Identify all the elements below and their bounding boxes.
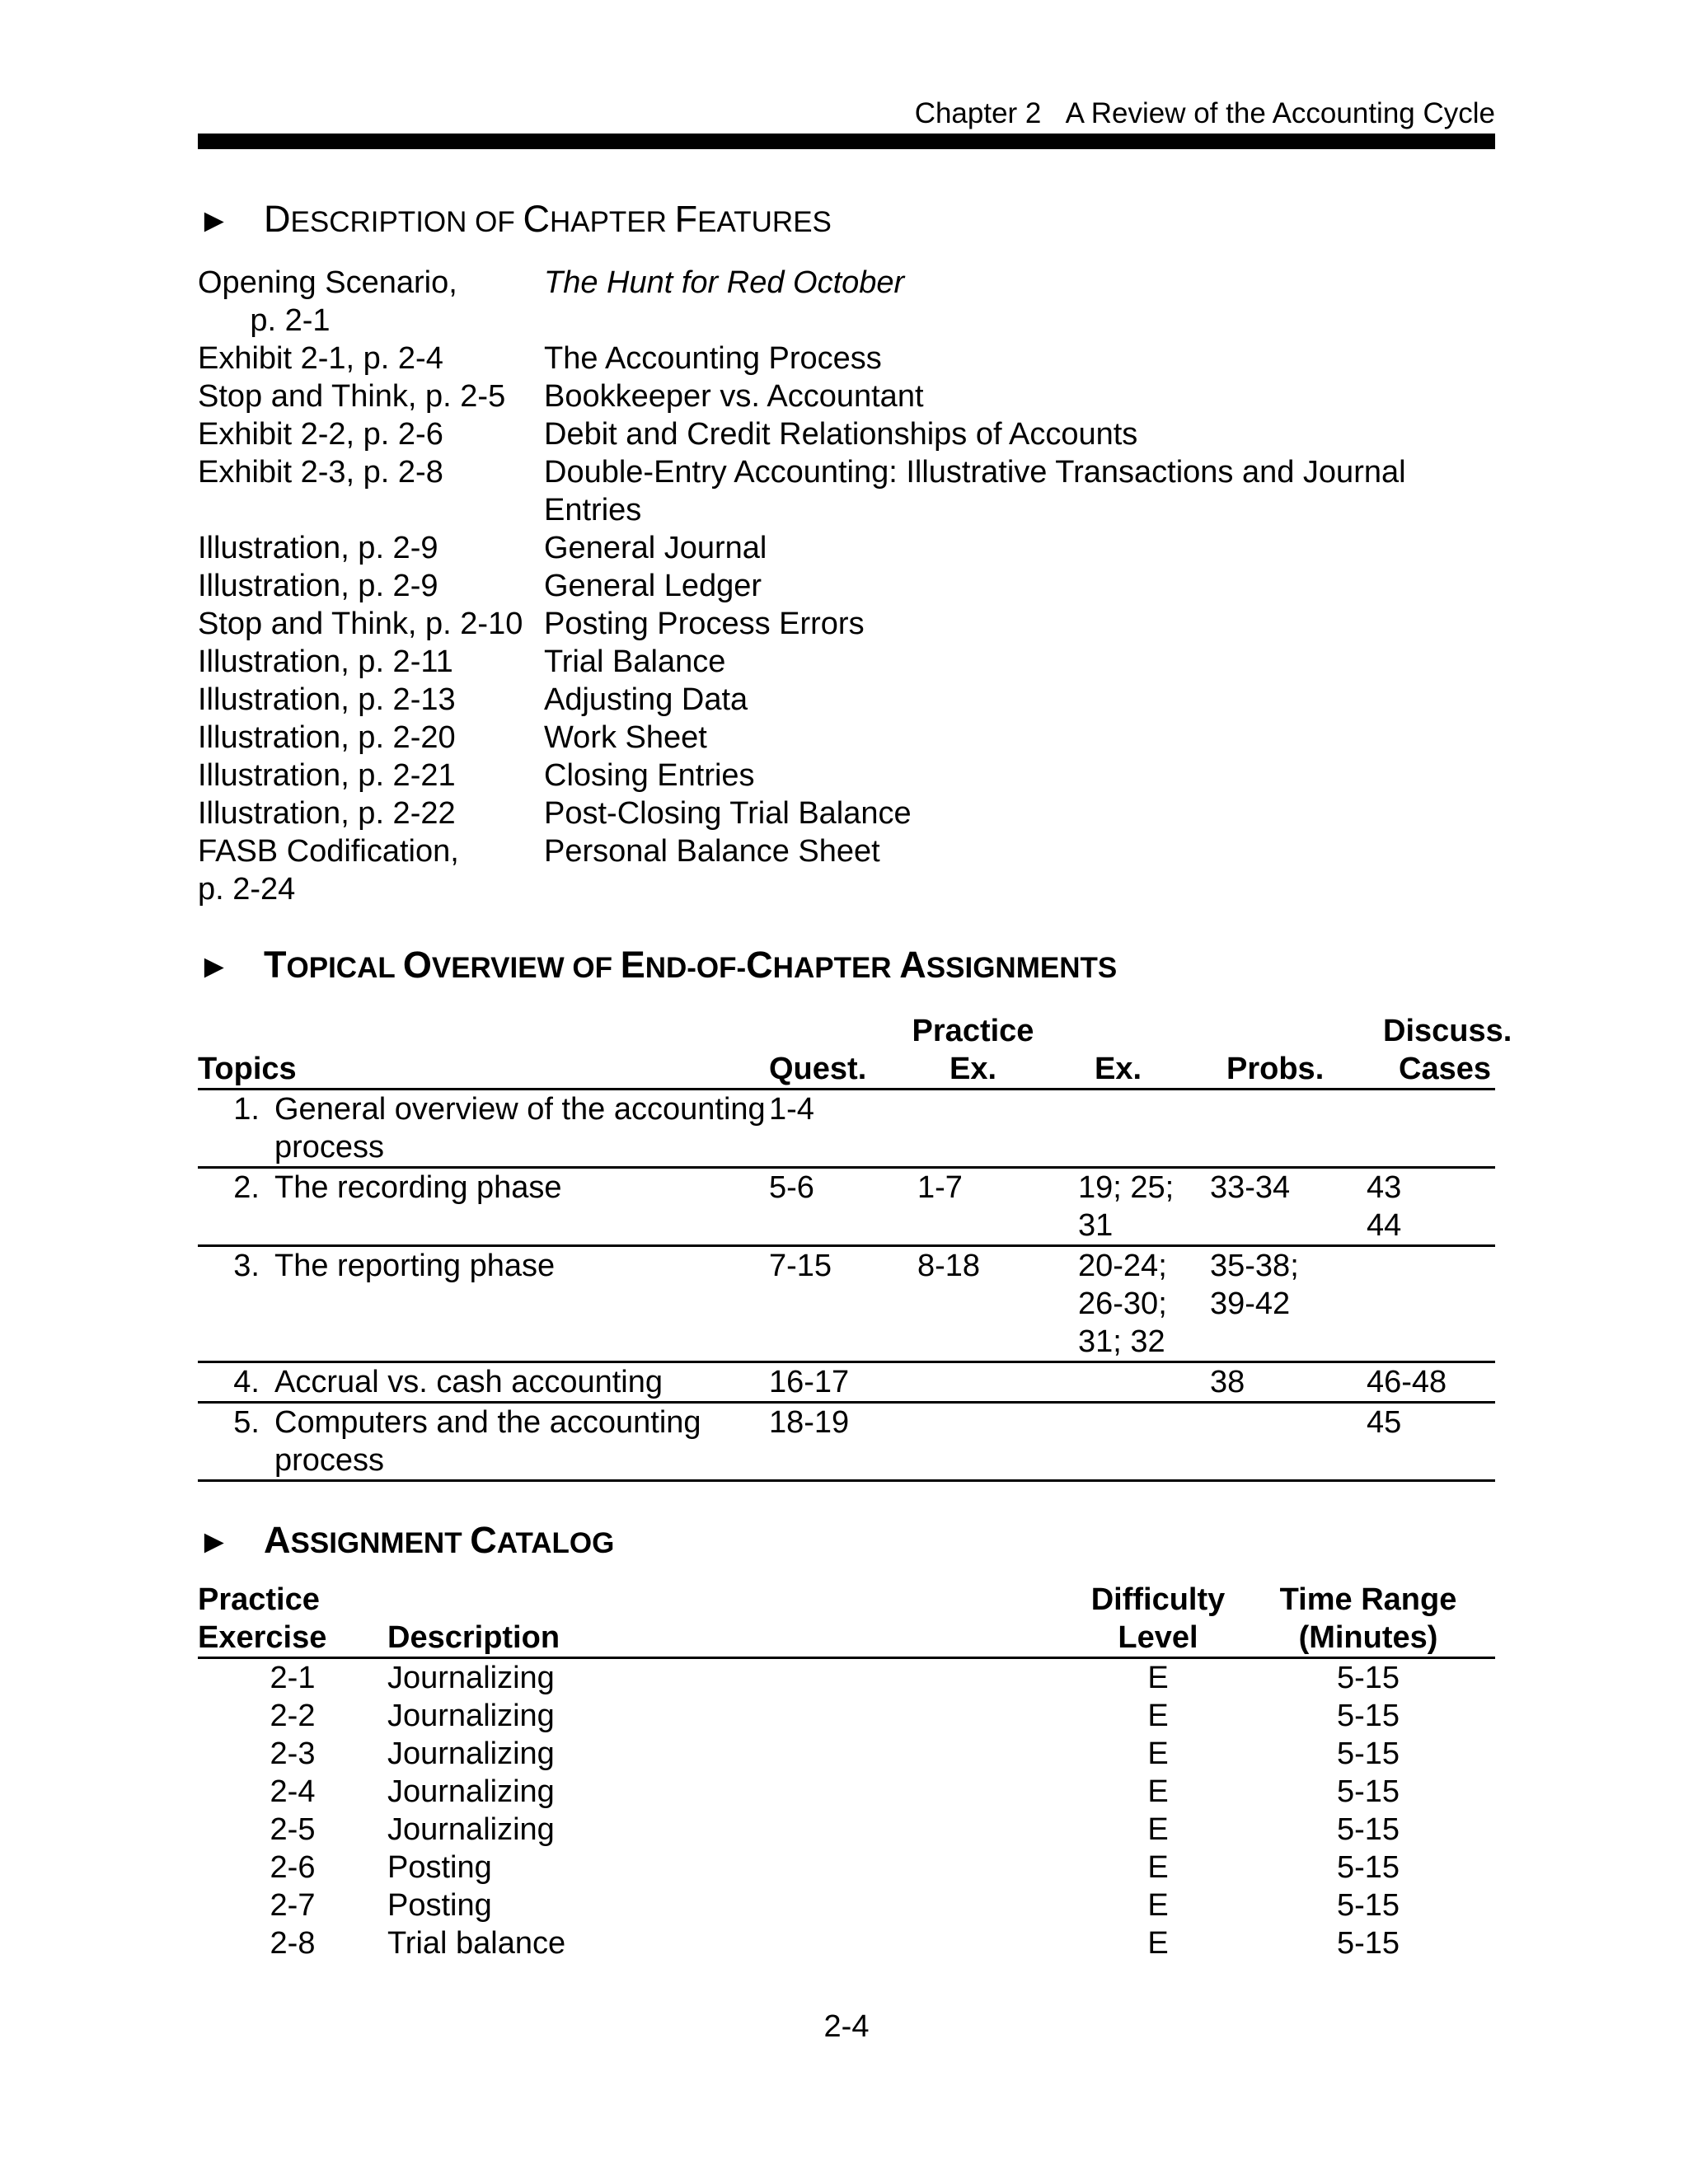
table-header bbox=[198, 1012, 1512, 1090]
feature-description: Personal Balance Sheet bbox=[544, 834, 880, 869]
col-topics: Topics bbox=[198, 1052, 297, 1086]
topic-number: 3. bbox=[233, 1249, 260, 1283]
heading-text: DESCRIPTION OF CHAPTER FEATURES bbox=[264, 198, 832, 240]
section-heading-features bbox=[198, 198, 832, 241]
feature-reference: Stop and Think, p. 2-10 bbox=[198, 607, 523, 641]
problems bbox=[1210, 1090, 1367, 1166]
table-row bbox=[198, 1849, 1495, 1886]
feature-description: The Hunt for Red October bbox=[544, 265, 905, 300]
topic-number: 2. bbox=[233, 1170, 260, 1205]
chapter-label: Chapter 2 bbox=[914, 97, 1042, 129]
discussion-cases bbox=[1367, 1090, 1490, 1166]
difficulty-level: E bbox=[1147, 1774, 1169, 1809]
discussion-cases: 46-48 bbox=[1367, 1365, 1447, 1399]
time-range: 5-15 bbox=[1336, 1850, 1400, 1885]
col-minutes: (Minutes) bbox=[1298, 1620, 1438, 1655]
questions: 5-6 bbox=[769, 1170, 814, 1205]
practice-exercises bbox=[917, 1404, 1078, 1479]
exercise-description: Journalizing bbox=[387, 1812, 555, 1847]
table-row bbox=[198, 1924, 1495, 1962]
feature-description: Work Sheet bbox=[544, 720, 707, 755]
difficulty-level: E bbox=[1147, 1661, 1169, 1695]
topic-name: Accrual vs. cash accounting bbox=[274, 1365, 663, 1399]
table-row bbox=[198, 1773, 1495, 1811]
practice-exercises: 8-18 bbox=[917, 1249, 981, 1283]
exercise-description: Trial balance bbox=[387, 1926, 566, 1961]
feature-reference: Exhibit 2-1, p. 2-4 bbox=[198, 341, 443, 376]
feature-description: Closing Entries bbox=[544, 758, 755, 793]
header-rule bbox=[198, 134, 1495, 149]
exercise-number: 2-7 bbox=[270, 1888, 316, 1923]
feature-reference: Illustration, p. 2-11 bbox=[198, 644, 453, 679]
practice-exercises: 1-7 bbox=[917, 1170, 963, 1205]
table-header bbox=[198, 1581, 1495, 1659]
questions: 18-19 bbox=[769, 1405, 850, 1440]
feature-row bbox=[198, 340, 1492, 377]
table-row bbox=[198, 1247, 1495, 1363]
exercise-number: 2-5 bbox=[270, 1812, 316, 1847]
feature-row bbox=[198, 529, 1492, 567]
exercise-description: Posting bbox=[387, 1850, 492, 1885]
feature-reference: Illustration, p. 2-9 bbox=[198, 531, 438, 565]
feature-reference: Opening Scenario, p. 2-1 bbox=[198, 265, 457, 338]
feature-row bbox=[198, 681, 1492, 719]
problems: 38 bbox=[1210, 1365, 1245, 1399]
col-discuss-top: Discuss. bbox=[1383, 1014, 1512, 1048]
feature-description: The Accounting Process bbox=[544, 341, 882, 376]
feature-row bbox=[198, 605, 1492, 643]
exercises: 19; 25; 31 bbox=[1078, 1170, 1175, 1243]
questions: 16-17 bbox=[769, 1365, 850, 1399]
col-discuss-bottom: Cases bbox=[1399, 1052, 1491, 1086]
table-row bbox=[198, 1697, 1495, 1735]
table-row bbox=[198, 1886, 1495, 1924]
time-range: 5-15 bbox=[1336, 1699, 1400, 1733]
table-row bbox=[198, 1169, 1495, 1247]
time-range: 5-15 bbox=[1336, 1926, 1400, 1961]
feature-row bbox=[198, 453, 1492, 529]
topical-overview-table bbox=[198, 1012, 1512, 1482]
exercise-description: Posting bbox=[387, 1888, 492, 1923]
difficulty-level: E bbox=[1147, 1850, 1169, 1885]
topic-number: 4. bbox=[233, 1365, 260, 1399]
table-row bbox=[198, 1735, 1495, 1773]
time-range: 5-15 bbox=[1336, 1774, 1400, 1809]
discussion-cases bbox=[1367, 1247, 1490, 1361]
pointer-arrow-icon: ► bbox=[198, 949, 231, 985]
feature-description: General Ledger bbox=[544, 569, 762, 603]
exercises: 20-24; 26-30; 31; 32 bbox=[1078, 1249, 1167, 1359]
heading-text: TOPICAL OVERVIEW OF END-OF-CHAPTER ASSIGNMENTS bbox=[264, 944, 1118, 986]
feature-reference: Illustration, p. 2-9 bbox=[198, 569, 438, 603]
feature-row bbox=[198, 643, 1492, 681]
feature-row bbox=[198, 794, 1492, 832]
heading-text: ASSIGNMENT CATALOG bbox=[264, 1519, 615, 1561]
feature-description: Bookkeeper vs. Accountant bbox=[544, 379, 924, 414]
col-time-range: Time Range bbox=[1279, 1582, 1457, 1617]
exercise-number: 2-3 bbox=[270, 1736, 316, 1771]
feature-row bbox=[198, 757, 1492, 794]
feature-reference: Illustration, p. 2-22 bbox=[198, 796, 456, 831]
running-header bbox=[915, 97, 1495, 130]
exercise-description: Journalizing bbox=[387, 1774, 555, 1809]
section-heading-catalog bbox=[198, 1519, 614, 1562]
topic-name: Computers and the accounting process bbox=[274, 1405, 701, 1478]
topic-name: The recording phase bbox=[274, 1170, 562, 1205]
feature-description: Trial Balance bbox=[544, 644, 726, 679]
discussion-cases: 43 44 bbox=[1367, 1170, 1402, 1243]
questions: 1-4 bbox=[769, 1092, 814, 1127]
feature-description: Adjusting Data bbox=[544, 682, 748, 717]
difficulty-level: E bbox=[1147, 1736, 1169, 1771]
feature-reference: Exhibit 2-3, p. 2-8 bbox=[198, 455, 443, 490]
feature-row bbox=[198, 377, 1492, 415]
feature-reference: Illustration, p. 2-21 bbox=[198, 758, 456, 793]
feature-row bbox=[198, 719, 1492, 757]
exercise-number: 2-4 bbox=[270, 1774, 316, 1809]
topic-number: 5. bbox=[233, 1405, 260, 1440]
practice-exercises bbox=[917, 1363, 1078, 1401]
page-number: 2-4 bbox=[823, 2009, 870, 2044]
time-range: 5-15 bbox=[1336, 1812, 1400, 1847]
practice-exercises bbox=[917, 1090, 1078, 1166]
table-row bbox=[198, 1404, 1495, 1482]
exercise-number: 2-2 bbox=[270, 1699, 316, 1733]
time-range: 5-15 bbox=[1336, 1736, 1400, 1771]
col-exercise: Exercise bbox=[198, 1620, 327, 1655]
feature-reference: Illustration, p. 2-20 bbox=[198, 720, 456, 755]
time-range: 5-15 bbox=[1336, 1661, 1400, 1695]
section-heading-topical bbox=[198, 944, 1117, 987]
col-quest: Quest. bbox=[769, 1052, 867, 1086]
exercises bbox=[1078, 1404, 1210, 1479]
exercise-description: Journalizing bbox=[387, 1736, 555, 1771]
topic-number: 1. bbox=[233, 1092, 260, 1127]
difficulty-level: E bbox=[1147, 1812, 1169, 1847]
feature-description: Debit and Credit Relationships of Accounts bbox=[544, 417, 1138, 452]
exercises bbox=[1078, 1090, 1210, 1166]
problems: 33-34 bbox=[1210, 1170, 1291, 1205]
time-range: 5-15 bbox=[1336, 1888, 1400, 1923]
col-difficulty: Difficulty bbox=[1090, 1582, 1226, 1617]
feature-reference: FASB Codification, p. 2-24 bbox=[198, 834, 459, 907]
col-probs: Probs. bbox=[1226, 1052, 1325, 1086]
feature-reference: Exhibit 2-2, p. 2-6 bbox=[198, 417, 443, 452]
chapter-features-list bbox=[198, 264, 1492, 908]
difficulty-level: E bbox=[1147, 1888, 1169, 1923]
problems bbox=[1210, 1404, 1367, 1479]
problems: 35-38; 39-42 bbox=[1210, 1249, 1299, 1321]
col-ex: Ex. bbox=[1095, 1052, 1142, 1086]
exercises bbox=[1078, 1363, 1210, 1401]
table-row bbox=[198, 1363, 1495, 1404]
questions: 7-15 bbox=[769, 1249, 832, 1283]
discussion-cases: 45 bbox=[1367, 1405, 1402, 1440]
table-row bbox=[198, 1090, 1495, 1169]
exercise-description: Journalizing bbox=[387, 1661, 555, 1695]
exercise-description: Journalizing bbox=[387, 1699, 555, 1733]
table-row bbox=[198, 1811, 1495, 1849]
col-practice-top: Practice bbox=[912, 1014, 1034, 1048]
exercise-number: 2-6 bbox=[270, 1850, 316, 1885]
feature-reference: Stop and Think, p. 2-5 bbox=[198, 379, 506, 414]
feature-description: Posting Process Errors bbox=[544, 607, 865, 641]
assignment-catalog-table bbox=[198, 1581, 1495, 1962]
col-practice: Practice bbox=[198, 1582, 320, 1617]
topic-name: The reporting phase bbox=[274, 1249, 556, 1283]
feature-description: General Journal bbox=[544, 531, 767, 565]
pointer-arrow-icon: ► bbox=[198, 1524, 231, 1560]
feature-reference: Illustration, p. 2-13 bbox=[198, 682, 456, 717]
chapter-title: A Review of the Accounting Cycle bbox=[1065, 97, 1495, 129]
col-level: Level bbox=[1118, 1620, 1198, 1655]
feature-row bbox=[198, 415, 1492, 453]
topic-name: General overview of the accounting process bbox=[274, 1092, 766, 1165]
difficulty-level: E bbox=[1147, 1926, 1169, 1961]
feature-row bbox=[198, 567, 1492, 605]
feature-row bbox=[198, 264, 1492, 340]
col-practice-bottom: Ex. bbox=[949, 1052, 997, 1086]
pointer-arrow-icon: ► bbox=[198, 203, 231, 239]
exercise-number: 2-8 bbox=[270, 1926, 316, 1961]
table-row bbox=[198, 1659, 1495, 1697]
feature-description: Post-Closing Trial Balance bbox=[544, 796, 912, 831]
feature-description: Double-Entry Accounting: Illustrative Transactions and Journal Entries bbox=[544, 455, 1406, 527]
feature-row bbox=[198, 832, 1492, 908]
exercise-number: 2-1 bbox=[270, 1661, 316, 1695]
difficulty-level: E bbox=[1147, 1699, 1169, 1733]
col-description: Description bbox=[387, 1620, 560, 1655]
